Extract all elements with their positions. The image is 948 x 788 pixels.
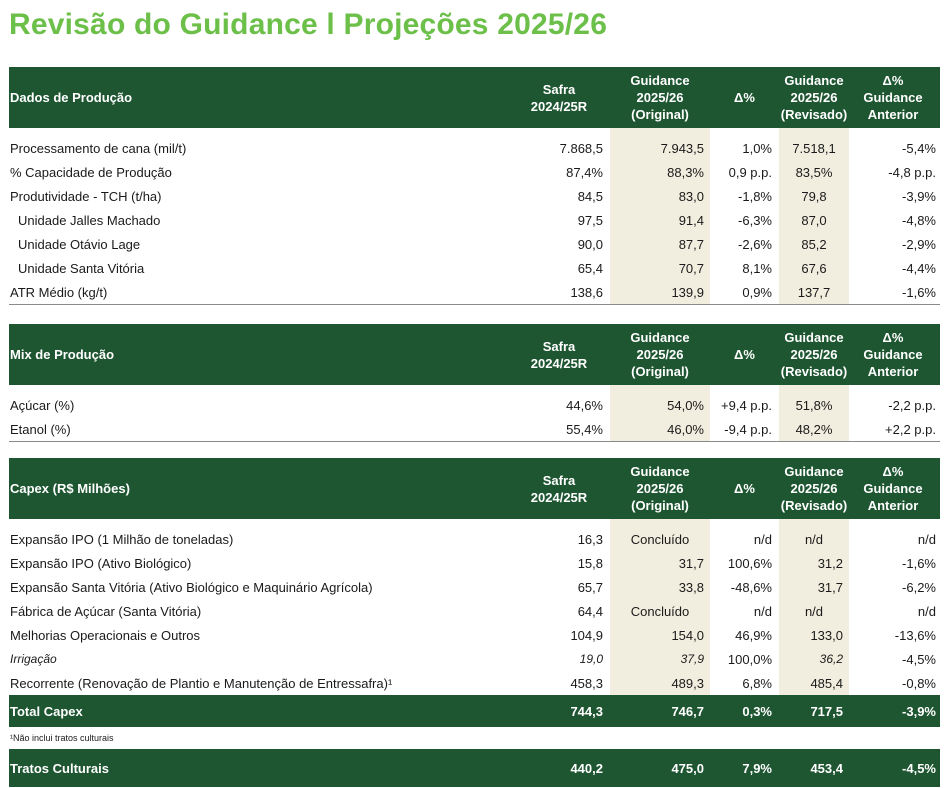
cell-delta: -48,6% xyxy=(730,579,772,595)
cell-orig: 83,0 xyxy=(610,184,710,208)
cell-delta: n/d xyxy=(753,603,772,619)
cell-rev: 85,2 xyxy=(779,232,849,256)
capex-table xyxy=(9,458,940,787)
cell-safra: 65,7 xyxy=(577,579,603,595)
row-label: Unidade Jalles Machado xyxy=(18,212,161,228)
cell-safra: 15,8 xyxy=(577,555,603,571)
cell-rev: 485,4 xyxy=(779,671,849,695)
page-title: Revisão do Guidance l Projeções 2025/26 xyxy=(9,8,608,41)
cell-delta: +9,4 p.p. xyxy=(721,397,772,413)
table-row xyxy=(9,527,940,551)
cell-delta: 6,8% xyxy=(742,675,772,691)
cell-delta: 0,3% xyxy=(742,703,772,719)
section-label: Capex (R$ Milhões) xyxy=(10,481,130,496)
cell-orig: 475,0 xyxy=(671,760,704,776)
cell-delta-ant: +2,2 p.p. xyxy=(885,421,936,437)
cell-safra: 87,4% xyxy=(566,164,603,180)
table-row xyxy=(9,551,940,575)
table-row xyxy=(9,647,940,671)
cell-safra: 744,3 xyxy=(570,703,603,719)
col-header-guidance-revisado: Guidance 2025/26 (Revisado) xyxy=(780,464,848,513)
table-row xyxy=(9,232,940,256)
cell-rev: 133,0 xyxy=(779,623,849,647)
tratos-culturais-row xyxy=(9,749,940,787)
row-label: Unidade Otávio Lage xyxy=(18,236,141,252)
cell-rev: 36,2 xyxy=(779,647,849,671)
cell-rev: 137,7 xyxy=(779,280,849,304)
cell-rev: 48,2% xyxy=(779,417,849,441)
cell-orig: 489,3 xyxy=(610,671,710,695)
cell-delta: 100,6% xyxy=(727,555,772,571)
table-row xyxy=(9,256,940,280)
cell-orig: 154,0 xyxy=(610,623,710,647)
row-label: Total Capex xyxy=(10,703,83,719)
table-header xyxy=(9,67,940,128)
table-row xyxy=(9,575,940,599)
cell-delta: -9,4 p.p. xyxy=(724,421,772,437)
cell-delta-ant: -4,8% xyxy=(902,212,936,228)
cell-delta-ant: n/d xyxy=(917,603,936,619)
col-header-delta-anterior: Δ% Guidance Anterior xyxy=(863,330,923,379)
section-label: Mix de Produção xyxy=(10,347,115,362)
cell-delta-ant: -2,9% xyxy=(902,236,936,252)
cell-orig: 70,7 xyxy=(610,256,710,280)
col-header-safra: Safra 2024/25R xyxy=(530,81,588,114)
col-header-safra: Safra 2024/25R xyxy=(530,338,588,371)
table-row xyxy=(9,280,940,305)
col-header-safra: Safra 2024/25R xyxy=(530,472,588,505)
cell-orig: 37,9 xyxy=(610,647,710,671)
cell-rev: 79,8 xyxy=(779,184,849,208)
cell-safra: 440,2 xyxy=(570,760,603,776)
cell-safra: 65,4 xyxy=(577,260,603,276)
cell-rev: 31,2 xyxy=(779,551,849,575)
table-row xyxy=(9,160,940,184)
cell-safra: 19,0 xyxy=(579,652,603,666)
col-header-delta-anterior: Δ% Guidance Anterior xyxy=(863,73,923,122)
total-capex-row xyxy=(9,695,940,727)
row-label: Tratos Culturais xyxy=(10,760,109,776)
cell-rev: 717,5 xyxy=(810,703,843,719)
cell-delta: 100,0% xyxy=(727,651,772,667)
cell-rev: 7.518,1 xyxy=(779,136,849,160)
spacer-row xyxy=(9,519,940,527)
table-row xyxy=(9,599,940,623)
cell-delta: 46,9% xyxy=(735,627,772,643)
row-label: Unidade Santa Vitória xyxy=(18,260,145,276)
cell-delta-ant: -4,5% xyxy=(902,651,936,667)
spacer-row xyxy=(9,385,940,393)
cell-safra: 84,5 xyxy=(577,188,603,204)
cell-rev: n/d xyxy=(779,527,849,551)
cell-orig: 33,8 xyxy=(610,575,710,599)
cell-safra: 97,5 xyxy=(577,212,603,228)
cell-delta-ant: -3,9% xyxy=(902,188,936,204)
cell-rev: n/d xyxy=(779,599,849,623)
row-label: Expansão Santa Vitória (Ativo Biológico e Maquinário Agrícola) xyxy=(10,579,373,595)
col-header-guidance-revisado: Guidance 2025/26 (Revisado) xyxy=(780,73,848,122)
col-header-delta-anterior: Δ% Guidance Anterior xyxy=(863,464,923,513)
spacer-row xyxy=(9,128,940,136)
row-label: Expansão IPO (1 Milhão de toneladas) xyxy=(10,531,234,547)
row-label: Fábrica de Açúcar (Santa Vitória) xyxy=(10,603,202,619)
cell-safra: 64,4 xyxy=(577,603,603,619)
footnote: ¹Não inclui tratos culturais xyxy=(10,733,114,743)
cell-delta: 8,1% xyxy=(742,260,772,276)
cell-delta: -2,6% xyxy=(738,236,772,252)
table-header xyxy=(9,324,940,385)
cell-delta-ant: -3,9% xyxy=(902,703,936,719)
cell-orig: 31,7 xyxy=(610,551,710,575)
col-header-delta: Δ% xyxy=(734,90,755,105)
cell-orig: 54,0% xyxy=(610,393,710,417)
table-row xyxy=(9,393,940,417)
cell-delta-ant: -4,8 p.p. xyxy=(888,164,936,180)
cell-orig: 88,3% xyxy=(610,160,710,184)
cell-safra: 458,3 xyxy=(570,675,603,691)
mix-table xyxy=(9,324,940,442)
cell-orig: 139,9 xyxy=(610,280,710,304)
row-label: % Capacidade de Produção xyxy=(10,164,172,180)
cell-delta-ant: -5,4% xyxy=(902,140,936,156)
cell-orig: 87,7 xyxy=(610,232,710,256)
cell-rev: 453,4 xyxy=(810,760,843,776)
cell-safra: 7.868,5 xyxy=(559,140,603,156)
cell-orig: 46,0% xyxy=(610,417,710,441)
row-label: Processamento de cana (mil/t) xyxy=(10,140,187,156)
cell-orig: 7.943,5 xyxy=(610,136,710,160)
cell-delta: -1,8% xyxy=(738,188,772,204)
cell-orig: 746,7 xyxy=(671,703,704,719)
cell-rev: 83,5% xyxy=(779,160,849,184)
table-header xyxy=(9,458,940,519)
col-header-guidance-original: Guidance 2025/26 (Original) xyxy=(630,73,690,122)
table-row xyxy=(9,184,940,208)
row-label: Produtividade - TCH (t/ha) xyxy=(10,188,162,204)
footnote-row xyxy=(9,727,940,749)
cell-delta-ant: -4,4% xyxy=(902,260,936,276)
cell-delta-ant: -1,6% xyxy=(902,284,936,300)
col-header-guidance-revisado: Guidance 2025/26 (Revisado) xyxy=(780,330,848,379)
cell-rev: 51,8% xyxy=(779,393,849,417)
row-label: Recorrente (Renovação de Plantio e Manutenção de Entressafra)¹ xyxy=(10,675,393,691)
cell-safra: 104,9 xyxy=(570,627,603,643)
cell-delta-ant: -2,2 p.p. xyxy=(888,397,936,413)
col-header-guidance-original: Guidance 2025/26 (Original) xyxy=(630,464,690,513)
cell-delta: 7,9% xyxy=(742,760,772,776)
col-header-delta: Δ% xyxy=(734,481,755,496)
section-label: Dados de Produção xyxy=(10,90,133,105)
cell-delta: 0,9 p.p. xyxy=(728,164,772,180)
table-row xyxy=(9,623,940,647)
cell-delta: n/d xyxy=(753,531,772,547)
cell-rev: 67,6 xyxy=(779,256,849,280)
cell-rev: 87,0 xyxy=(779,208,849,232)
cell-delta-ant: -1,6% xyxy=(902,555,936,571)
cell-delta: -6,3% xyxy=(738,212,772,228)
cell-safra: 16,3 xyxy=(577,531,603,547)
cell-delta: 1,0% xyxy=(742,140,772,156)
cell-rev: 31,7 xyxy=(779,575,849,599)
production-table xyxy=(9,67,940,305)
cell-delta-ant: -6,2% xyxy=(902,579,936,595)
cell-delta-ant: n/d xyxy=(917,531,936,547)
table-row xyxy=(9,136,940,160)
cell-orig: Concluído xyxy=(610,527,710,551)
cell-delta-ant: -13,6% xyxy=(894,627,936,643)
col-header-delta: Δ% xyxy=(734,347,755,362)
table-row xyxy=(9,671,940,695)
cell-delta: 0,9% xyxy=(742,284,772,300)
cell-delta-ant: -4,5% xyxy=(902,760,936,776)
cell-delta-ant: -0,8% xyxy=(902,675,936,691)
cell-safra: 138,6 xyxy=(570,284,603,300)
row-label: Etanol (%) xyxy=(10,421,71,437)
cell-safra: 90,0 xyxy=(577,236,603,252)
row-label: Açúcar (%) xyxy=(10,397,75,413)
cell-orig: Concluído xyxy=(610,599,710,623)
cell-safra: 44,6% xyxy=(566,397,603,413)
row-label: Expansão IPO (Ativo Biológico) xyxy=(10,555,192,571)
table-row xyxy=(9,208,940,232)
row-label: Irrigação xyxy=(10,652,57,666)
row-label: ATR Médio (kg/t) xyxy=(10,284,108,300)
table-row xyxy=(9,417,940,442)
cell-orig: 91,4 xyxy=(610,208,710,232)
col-header-guidance-original: Guidance 2025/26 (Original) xyxy=(630,330,690,379)
row-label: Melhorias Operacionais e Outros xyxy=(10,627,201,643)
cell-safra: 55,4% xyxy=(566,421,603,437)
